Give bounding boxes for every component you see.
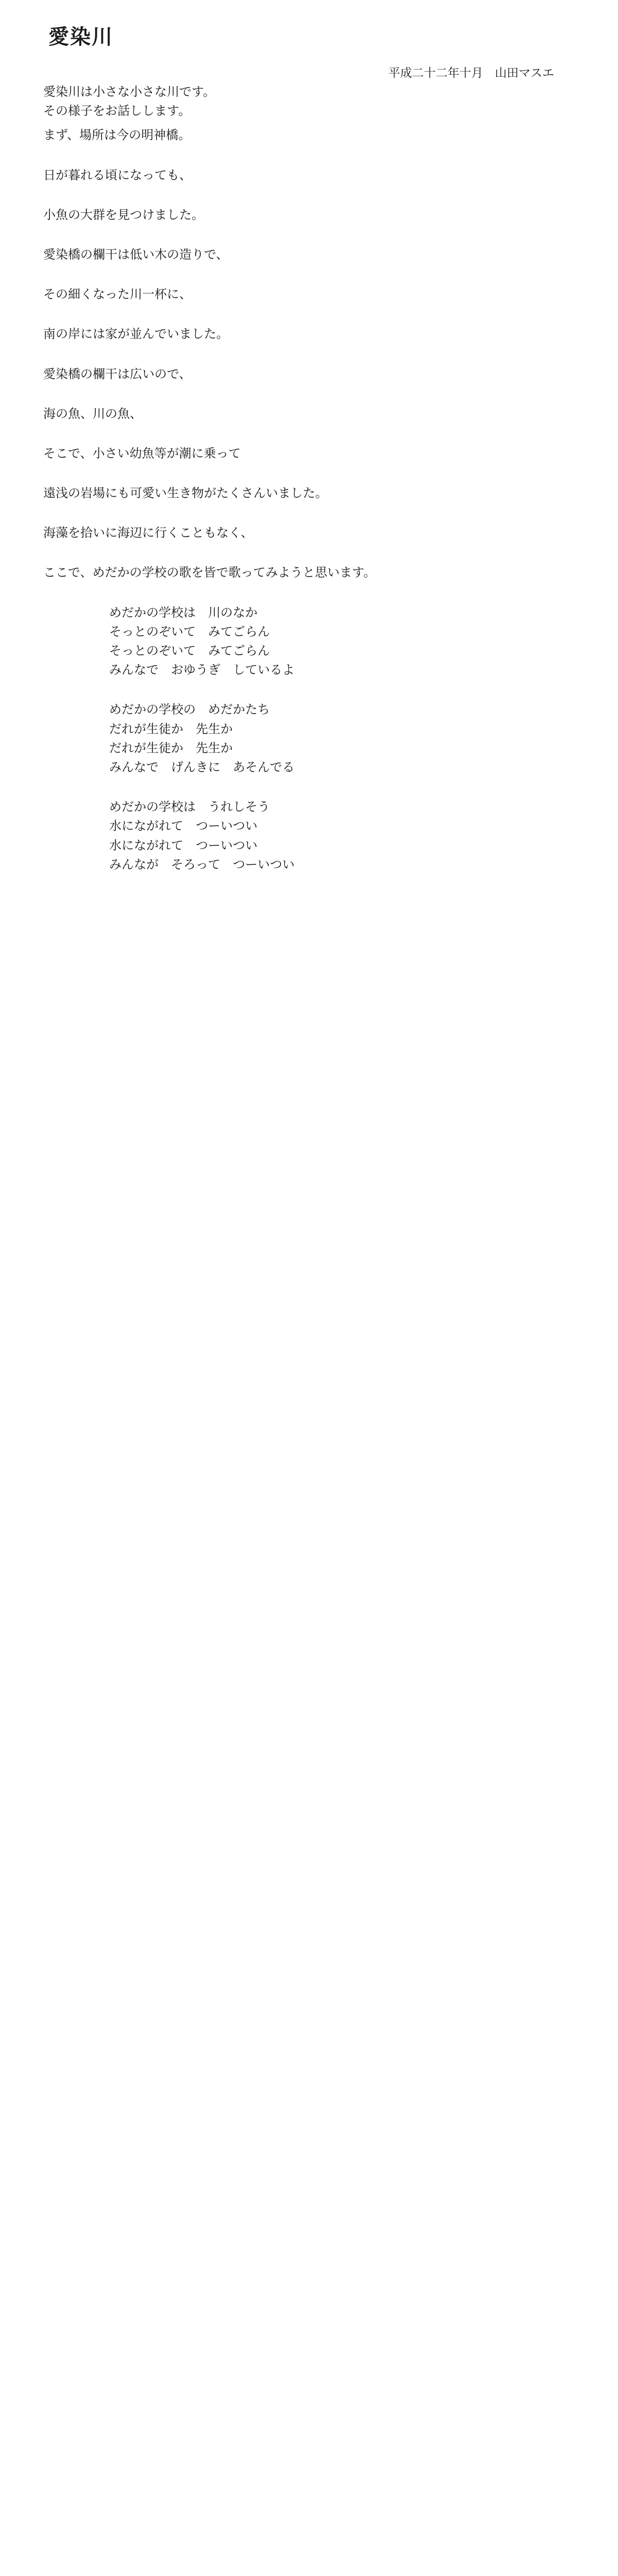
lyric-line: めだかの学校の めだかたち — [109, 702, 270, 717]
essay-paragraph: 日が暮れる頃になっても、 — [43, 167, 192, 182]
essay-paragraph: まず、場所は今の明神橋。 — [43, 128, 191, 143]
essay-paragraph: その細くなった川一杯に、 — [43, 287, 192, 302]
essay-paragraph: 愛染橋の欄干は広いので、 — [43, 366, 192, 381]
intro-line: その様子をお話しします。 — [43, 104, 191, 118]
lyric-line: みんなで おゆうぎ しているよ — [109, 663, 295, 677]
page-title: 愛染川 — [48, 25, 113, 49]
essay-paragraph: 小魚の大群を見つけました。 — [43, 207, 204, 222]
essay-paragraph: 遠浅の岩場にも可愛い生き物がたくさんいました。 — [43, 486, 328, 501]
essay-paragraph: 海藻を拾いに海辺に行くこともなく、 — [43, 526, 253, 540]
lyric-line: 水にながれて つーいつい — [109, 838, 258, 853]
lyric-line: めだかの学校は 川のなか — [109, 605, 258, 620]
essay-paragraph: 海の魚、川の魚、 — [43, 406, 142, 421]
essay-paragraph: 南の岸には家が並んでいました。 — [43, 327, 229, 342]
lyric-line: そっとのぞいて みてごらん — [109, 643, 270, 658]
lyric-line: そっとのぞいて みてごらん — [109, 624, 270, 639]
essay-body — [43, 126, 575, 582]
lyric-line: みんなが そろって つーいつい — [109, 857, 295, 872]
lyric-line: めだかの学校は うれしそう — [109, 800, 270, 815]
lyric-line: 水にながれて つーいつい — [109, 819, 258, 834]
essay-column — [43, 21, 575, 895]
song-lyrics — [43, 603, 575, 874]
essay-paragraph: 愛染橋の欄干は低い木の造りで、 — [43, 247, 229, 262]
song-verse — [109, 700, 575, 777]
essay-paragraph: そこで、小さい幼魚等が潮に乗って — [43, 446, 241, 461]
lyric-line: だれが生徒か 先生か — [109, 721, 233, 736]
essay-paragraph: ここで、めだかの学校の歌を皆で歌ってみようと思います。 — [43, 565, 376, 580]
lyric-line: だれが生徒か 先生か — [109, 740, 233, 755]
lyric-line: みんなで げんきに あそんでる — [109, 759, 295, 774]
song-verse — [109, 603, 575, 680]
song-verse — [109, 798, 575, 874]
byline-date-author: 平成二十二年十月 山田マスエ — [388, 66, 554, 80]
intro-line: 愛染川は小さな小さな川です。 — [43, 84, 216, 99]
intro-block — [43, 82, 575, 121]
